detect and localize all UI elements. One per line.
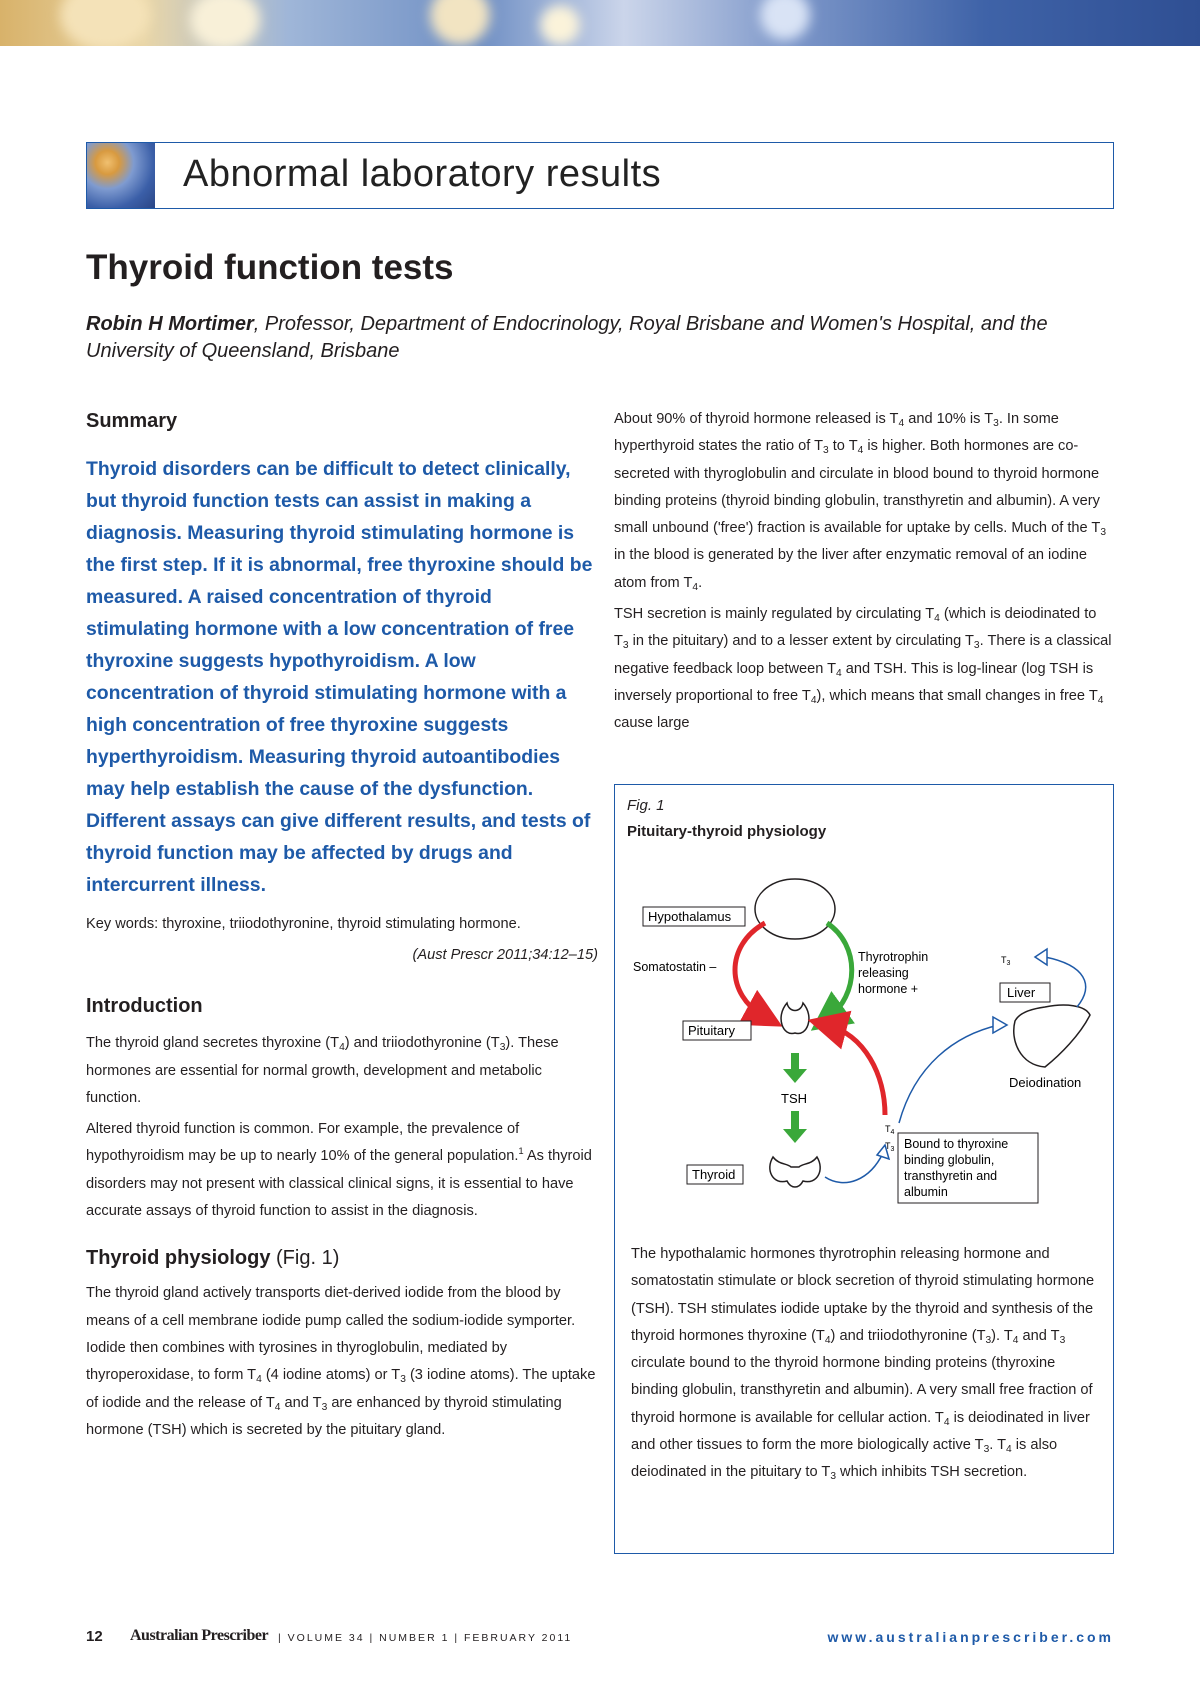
deiodination-label: Deiodination [1009,1075,1082,1090]
article-title: Thyroid function tests [86,248,454,287]
t3-liver-label [1001,955,1011,967]
introduction-paragraph-2: Altered thyroid function is common. For example, the prevalence of hypothyroidism may be up to nearly 10% of the general population.$^1$ As thyroid disorders may not present with classical clinical signs, it is essential to have accurate assays of thyroid function to assist in the diagnosis. [86,1121,592,1220]
page-number: 12 [86,1628,103,1645]
figure-caption: The hypothalamic hormones thyrotrophin releasing hormone and somatostatin stimulate or block secretion of thyroid stimulating hormone (TSH). TSH stimulates iodide uptake by the thyroid and synthesis of the thyroid hormones thyroxine $(T_4)$ and triiodothyronine $(T_3)$. $T_4$ and $T_3$ circulate bound to the thyroid hormone binding proteins (thyroxine binding globulin, transthyretin and albumin). A very small free fraction of thyroid hormone is available for cellular action. $T_4$ is deiodinated in liver and other tissues to form the more biologically active $T_3$. $T_4$ is also deiodinated in the pituitary to $T_3$ which inhibits TSH secretion. [631,1246,1095,1483]
figure-box [614,784,1114,1554]
trh-stimulate-arrow [827,923,852,1019]
pituitary-thyroid-diagram [615,785,1115,1245]
t4-small-label [885,1124,895,1136]
figure-label: Fig. 1 [627,797,665,814]
website-link[interactable]: www.australianprescriber.com [827,1629,1114,1645]
summary-text: Thyroid disorders can be difficult to detect clinically, but thyroid function tests can assist in making a diagnosis. Measuring thyroid stimulating hormone is the first step. If it is abnormal, free thyroxine should be measured. A raised concentration of thyroid stimulating hormone with a low concentration of free thyroxine suggests hypothyroidism. A low concentration of thyroid stimulating hormone with a high concentration of free thyroxine suggests hyperthyroidism. Measuring thyroid autoantibodies may help establish the cause of the dysfunction. Different assays can give different results, and tests of thyroid function may be affected by drugs and intercurrent illness. [86,458,593,896]
liver-t3-output-arrowhead [1035,949,1047,965]
t4-small-letter: T [885,1124,891,1134]
hypothalamus-shape [755,879,835,939]
physiology-heading-text: Thyroid physiology [86,1247,271,1270]
binding-label-line3: transthyretin and [904,1169,998,1183]
tsh-label: TSH [781,1091,807,1106]
binding-label-line2: binding globulin, [904,1153,995,1167]
masthead: Australian Prescriber [130,1627,269,1644]
section-header [86,142,1114,209]
citation: (Aust Prescr 2011;34:12–15) [412,947,598,964]
author-name: Robin H Mortimer [86,313,254,335]
issue-info: | VOLUME 34 | NUMBER 1 | FEBRUARY 2011 [278,1632,573,1644]
binding-to-liver-arrowhead [993,1017,1007,1033]
left-column [86,410,598,1444]
somatostatin-label: Somatostatin – [633,960,717,974]
author-line [86,311,1086,365]
section-title: Abnormal laboratory results [183,153,662,195]
liver-label: Liver [1007,985,1036,1000]
feedback-minus-label: – [821,1020,829,1036]
thyroid-shape [770,1157,820,1187]
liver-t3-output-arrow [1045,957,1086,1007]
right-column [614,406,1114,738]
introduction-heading: Introduction [86,995,203,1018]
thyroid-label: Thyroid [692,1167,736,1182]
trh-label-line3: hormone + [858,982,919,996]
liver-shape [1014,1005,1090,1067]
feedback-inhibit-arrow [827,1025,885,1115]
binding-label-line4: albumin [904,1185,948,1199]
physiology-heading [86,1247,598,1270]
hypothalamus-label: Hypothalamus [648,909,732,924]
author-affiliation: , Professor, Department of Endocrinology, Royal Brisbane and Women's Hospital, and the University of Queensland, Brisbane [86,313,1048,362]
t3-small-sub: 3 [890,1146,895,1153]
tsh-arrow-upper [783,1053,807,1083]
binding-to-liver-arrow [899,1025,999,1123]
t3-liver-sub: 3 [1006,960,1011,967]
pituitary-shape [781,1003,809,1034]
section-thumbnail-image [87,143,155,208]
header-banner-image [0,0,1200,46]
trh-label-line2: releasing [858,966,909,980]
binding-label-line1: Bound to thyroxine [904,1137,1009,1151]
t3-liver-letter: T [1001,955,1007,965]
physiology-figure-ref: (Fig. 1) [270,1247,340,1270]
somatostatin-inhibit-arrow [735,923,765,1017]
figure-title: Pituitary-thyroid physiology [627,823,827,840]
tsh-arrow-lower [783,1111,807,1143]
summary-heading: Summary [86,410,178,432]
t3-small-letter: T [885,1141,891,1151]
right-paragraph-1: About 90% of thyroid hormone released is $T_4$ and 10% is $T_3$. In some hyperthyroid states the ratio of $T_3$ to $T_4$ is higher. Both hormones are co-secreted with thyroglobulin and circulate in blood bound to thyroid hormone binding proteins (thyroid binding globulin, transthyretin and albumin). A very small unbound ('free') fraction is available for uptake by cells. Much of the $T_3$ in the blood is generated by the liver after enzymatic removal of an iodine atom from $T_4$. [614,411,1107,593]
thyroid-to-binding-arrow [825,1153,883,1183]
introduction-paragraph-1: The thyroid gland secretes thyroxine $(T_4)$ and triiodothyronine $(T_3)$. These hormones are essential for normal growth, development and metabolic function. [86,1035,559,1106]
t4-small-sub: 4 [890,1129,895,1136]
pituitary-label: Pituitary [688,1023,735,1038]
trh-label-line1: Thyrotrophin [858,950,929,964]
right-paragraph-2: TSH secretion is mainly regulated by circulating $T_4$ (which is deiodinated to $T_3$ in the pituitary) and to a lesser extent by circulating $T_3$. There is a classical negative feedback loop between $T_4$ and TSH. This is log-linear (log TSH is inversely proportional to free $T_4$), which means that small changes in free $T_4$ cause large [614,606,1112,732]
physiology-paragraph-1: The thyroid gland actively transports diet-derived iodide from the blood by means of a cell membrane iodide pump called the sodium-iodide symporter. Iodide then combines with tyrosines in thyroglobulin, mediated by thyroperoxidase, to form $T_4$ (4 iodine atoms) or $T_3$ (3 iodine atoms). The uptake of iodide and the release of $T_4$ and $T_3$ are enhanced by thyroid stimulating hormone (TSH) which is secreted by the pituitary gland. [86,1285,596,1438]
keywords: Key words: thyroxine, triiodothyronine, thyroid stimulating hormone. [86,916,521,932]
